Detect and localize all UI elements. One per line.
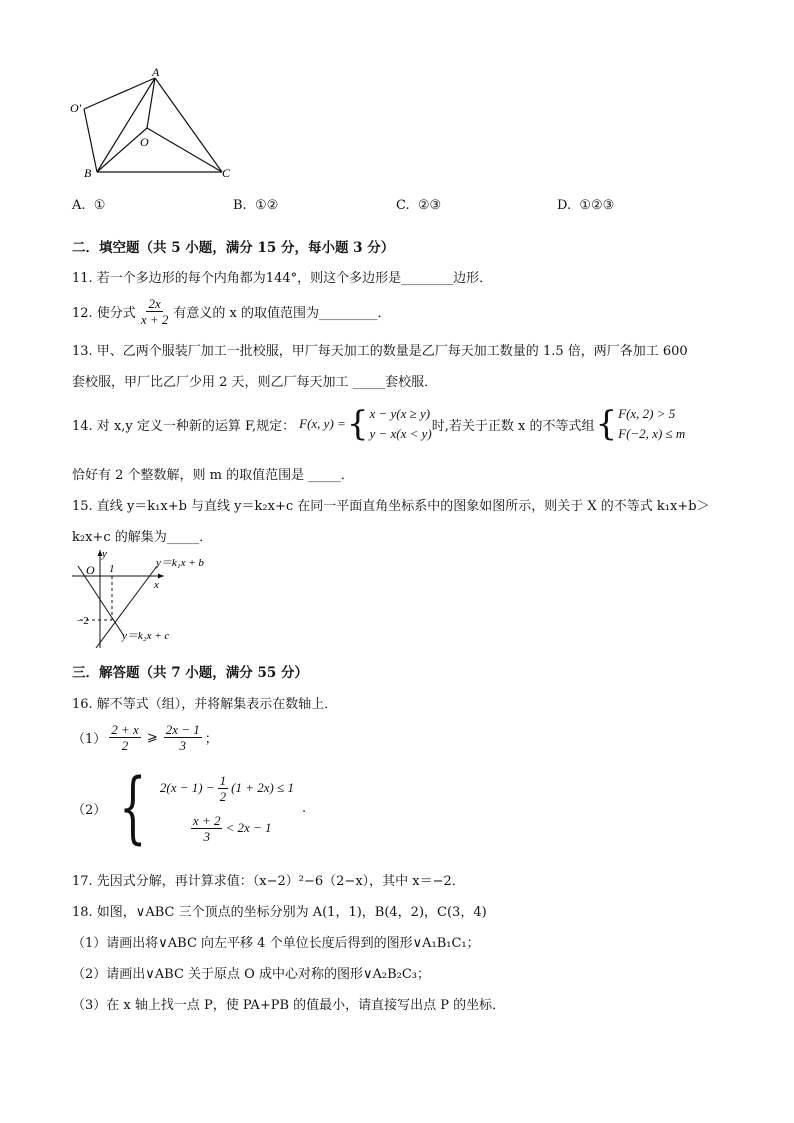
section3-title: 三．解答题（共 7 小题，满分 55 分） xyxy=(72,665,308,681)
question-11: 11. 若一个多边形的每个内角都为144°，则这个多边形是________边形． xyxy=(72,271,493,286)
q16-p1-right-num: 2x − 1 xyxy=(165,721,200,737)
option-answer: ②③ xyxy=(417,198,442,213)
q14-case1: x − y(x ≥ y) xyxy=(369,406,431,421)
q16-p2-row1-den: 2 xyxy=(219,788,227,804)
q15-graph xyxy=(72,548,222,648)
q15-one-label: 1 xyxy=(109,563,115,575)
q14-cases xyxy=(369,404,431,444)
q14-brace: { xyxy=(346,404,369,444)
q14-prefix: 14. 对 x,y 定义一种新的运算 F,规定： xyxy=(72,418,296,434)
q15-minus2-label: −2 xyxy=(77,615,89,627)
question-18-part2: （2）请画出∨ABC 关于原点 O 成中心对称的图形∨A₂B₂C₃； xyxy=(72,967,431,982)
q16-p2-row1-fraction xyxy=(218,773,229,804)
q14-function: F(x, y) = xyxy=(299,416,346,431)
question-12 xyxy=(72,291,390,331)
option-answer: ①②③ xyxy=(579,198,615,213)
q16-p2-row2-den: 3 xyxy=(203,828,210,844)
question-17: 17. 先因式分解，再计算求值：（x−2）²−6（2−x），其中 x＝−2． xyxy=(72,874,465,889)
q15-line1-label: y＝k₁x + b xyxy=(156,557,204,569)
q16-p2-row1-b: (1 + 2x) ≤ 1 xyxy=(231,780,294,795)
q16-p2-system xyxy=(160,768,294,848)
q16-p1-relation: ⩾ xyxy=(146,729,158,745)
q14-case2: y − x(x < y) xyxy=(369,426,432,441)
q12-fraction xyxy=(139,296,171,327)
question-18-intro: 18. 如图，∨ABC 三个顶点的坐标分别为 A(1，1)，B(4，2)，C(3，4) xyxy=(72,905,487,920)
question-18-part3: （3）在 x 轴上找一点 P，使 PA+PB 的值最小，请直接写出点 P 的坐标． xyxy=(72,998,506,1013)
q14-brace-2: { xyxy=(595,404,618,444)
q14-system xyxy=(618,404,685,444)
q16-p1-left-den: 2 xyxy=(121,737,129,753)
q12-denominator: x + 2 xyxy=(140,311,169,327)
label-A: A xyxy=(152,65,160,79)
q12-suffix: 有意义的 x 的取值范围为_________． xyxy=(173,305,391,321)
q15-y-label: y xyxy=(102,548,107,560)
q12-prefix: 12. 使分式 xyxy=(72,305,136,321)
q16-p2-brace: { xyxy=(119,763,147,853)
question-14-line2: 恰好有 2 个整数解，则 m 的取值范围是 _____． xyxy=(72,468,354,483)
q16-p2-row2-fraction xyxy=(191,813,223,844)
option-answer: ①② xyxy=(254,198,279,213)
question-15-line1: 15. 直线 y＝k₁x+b 与直线 y＝k₂x+c 在同一平面直角坐标系中的图象如图所示，则关于 X 的不等式 k₁x+b＞ xyxy=(72,499,710,514)
q16-p1-end: ； xyxy=(204,731,218,747)
option-letter: A. xyxy=(72,198,86,213)
q16-p1-right-fraction xyxy=(164,722,202,753)
q15-x-label: x xyxy=(154,579,159,591)
section2-title: 二．填空题（共 5 小题，满分 15 分，每小题 3 分） xyxy=(72,240,395,256)
q16-p1-left-num: 2 + x xyxy=(111,721,139,737)
option-letter: C. xyxy=(396,198,410,213)
question-16-intro: 16. 解不等式（组），并将解集表示在数轴上． xyxy=(72,697,338,712)
q16-part2 xyxy=(72,764,306,852)
q16-p2-row1-num: 1 xyxy=(219,772,227,788)
q16-p2-end: . xyxy=(302,800,307,816)
q16-p2-label: （2） xyxy=(72,802,107,818)
q12-numerator: 2x xyxy=(148,295,161,311)
label-O: O xyxy=(140,135,149,149)
option-answer: ① xyxy=(93,198,106,213)
q16-part1 xyxy=(72,717,218,757)
option-letter: D. xyxy=(557,198,572,213)
q10-option-b xyxy=(233,198,278,213)
label-B: B xyxy=(84,166,92,180)
q16-p1-right-den: 3 xyxy=(179,737,186,753)
q16-p2-row2-num: x + 2 xyxy=(192,812,221,828)
q10-option-c xyxy=(396,198,441,213)
q16-p2-row1 xyxy=(160,768,294,808)
label-O-prime: O′ xyxy=(70,101,82,115)
q16-p2-row1-a: 2(x − 1) − xyxy=(159,780,215,795)
question-14 xyxy=(72,402,685,446)
q16-p2-row2 xyxy=(188,808,294,848)
q14-ineq1: F(x, 2) > 5 xyxy=(618,406,676,421)
q15-line2-label: y＝k₂x + c xyxy=(122,630,170,642)
q14-middle: 时,若关于正数 x 的不等式组 xyxy=(431,418,595,434)
q14-ineq2: F(−2, x) ≤ m xyxy=(618,426,686,441)
geometry-figure xyxy=(60,60,250,185)
q10-option-a xyxy=(72,198,105,213)
option-letter: B. xyxy=(233,198,247,213)
question-15-line2: k₂x+c 的解集为_____． xyxy=(72,530,213,545)
q10-option-d xyxy=(557,198,614,213)
q16-p1-label: （1） xyxy=(72,731,107,747)
question-13-line1: 13. 甲、乙两个服装厂加工一批校服，甲厂每天加工的数量是乙厂每天加工数量的 1.5 倍，两厂各加工 600 xyxy=(72,344,688,359)
q16-p2-row2-b: < 2x − 1 xyxy=(225,820,272,835)
q15-origin-label: O xyxy=(86,563,95,577)
q16-p1-left-fraction xyxy=(109,722,141,753)
question-18-part1: （1）请画出将∨ABC 向左平移 4 个单位长度后得到的图形∨A₁B₁C₁； xyxy=(72,936,480,951)
label-C: C xyxy=(222,166,231,180)
question-13-line2: 套校服，甲厂比乙厂少用 2 天，则乙厂每天加工 _____套校服． xyxy=(72,375,438,390)
